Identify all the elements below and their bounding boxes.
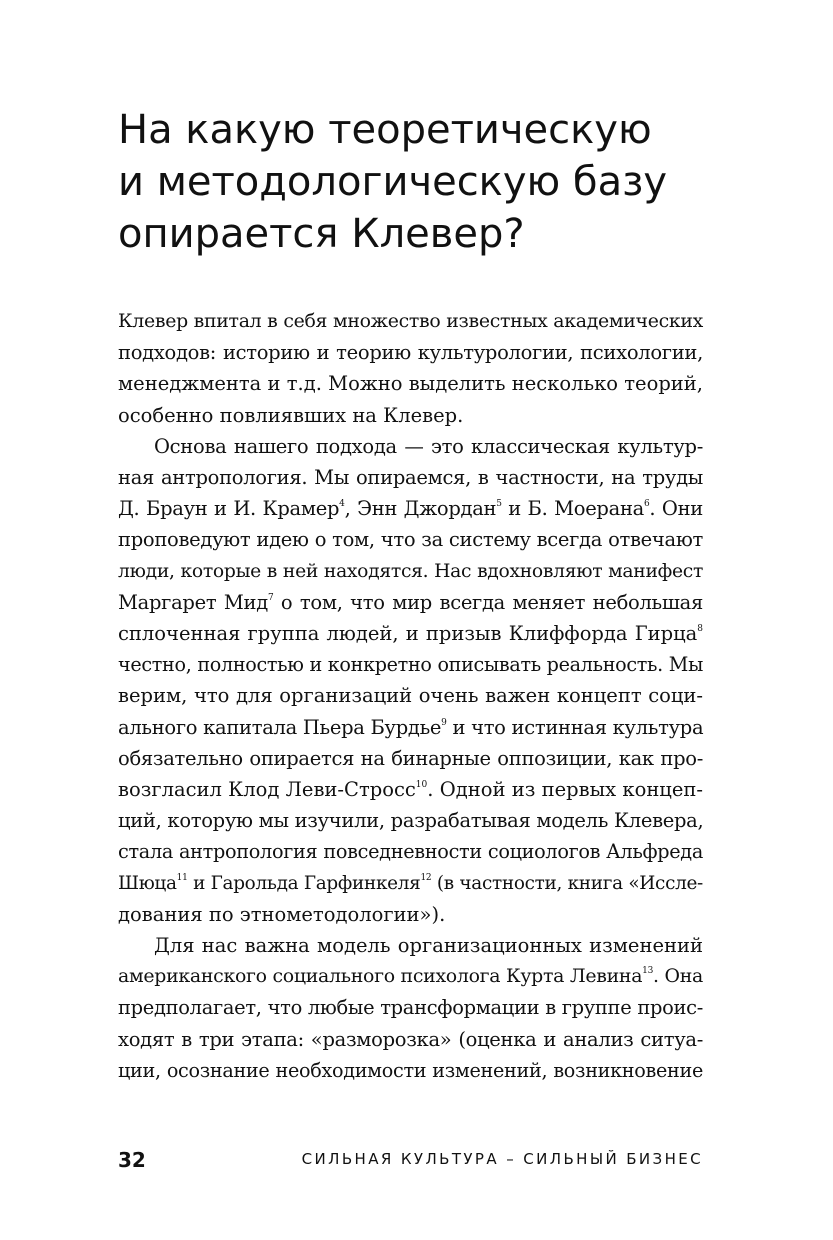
text-line: ции, осознание необходимости изменений, возникновение: [118, 1058, 703, 1082]
footnote-ref[interactable]: 10: [415, 780, 428, 791]
footnote-ref[interactable]: 7: [267, 592, 274, 603]
text-line: ходят в три этапа: «разморозка» (оценка и анализ ситуа-: [118, 1027, 703, 1051]
text-line: Для нас важна модель организационных изменений: [154, 934, 703, 958]
footnote-ref[interactable]: 4: [339, 499, 345, 510]
text-segment: , Энн Джордан: [344, 497, 497, 521]
body-text: [118, 306, 703, 1086]
footnote-ref[interactable]: 6: [643, 499, 650, 510]
text-segment: . Она: [653, 965, 703, 988]
text-line: дования по этнометодологии»).: [118, 902, 446, 926]
text-line: люди, которые в ней находятся. Нас вдохновляют манифест: [118, 560, 703, 582]
text-segment: . Они: [649, 497, 703, 521]
text-line: обязательно опирается на бинарные оппозиции, как про-: [118, 746, 703, 770]
text-line: [118, 493, 703, 524]
text-line: [118, 587, 703, 618]
text-line: [118, 868, 703, 899]
text-segment: Шюца: [118, 872, 177, 894]
text-line: Основа нашего подхода — это классическая культур-: [154, 434, 703, 458]
text-segment: о том, что мир всегда меняет небольшая: [273, 590, 704, 614]
text-segment: возгласил Клод Леви-Стросс: [118, 778, 416, 802]
text-line: [118, 618, 703, 649]
footnote-ref[interactable]: 12: [420, 872, 432, 883]
text-line: Клевер впитал в себя множество известных академических: [118, 310, 703, 332]
footnote-ref[interactable]: 9: [441, 717, 447, 728]
text-segment: и Б. Моерана: [501, 497, 644, 521]
text-line: стала антропология повседневности социологов Альфреда: [118, 840, 703, 864]
text-line: особенно повлиявших на Клевер.: [118, 403, 464, 427]
footnote-ref[interactable]: 11: [176, 872, 188, 883]
text-line: предполагает, что любые трансформации в группе проис-: [118, 996, 703, 1020]
text-line: ций, которую мы изучили, разрабатывая модель Клевера,: [118, 809, 704, 833]
text-line: проповедуют идею о том, что за систему всегда отвечают: [118, 528, 703, 552]
text-segment: ального капитала Пьера Бурдье: [118, 715, 442, 739]
text-segment: Д. Браун и И. Крамер: [118, 497, 340, 521]
text-segment: . Одной из первых концеп-: [427, 778, 703, 802]
text-segment: американского социального психолога Курта Левина: [118, 965, 643, 988]
page-footer: [118, 1148, 703, 1178]
text-line: [118, 774, 703, 805]
footnote-ref[interactable]: 13: [642, 966, 654, 977]
text-segment: Маргарет Мид: [118, 590, 268, 614]
text-segment: сплоченная группа людей, и призыв Клиффорда Гирца: [118, 622, 698, 646]
text-line: верим, что для организаций очень важен концепт соци-: [118, 684, 703, 708]
footnote-ref[interactable]: 8: [697, 624, 703, 635]
text-segment: (в частности, книга «Иссле-: [431, 872, 703, 894]
text-line: ная антропология. Мы опираемся, в частности, на труды: [118, 466, 703, 490]
running-title: СИЛЬНАЯ КУЛЬТУРА – СИЛЬНЫЙ БИЗНЕС: [301, 1150, 703, 1168]
text-line: честно, полностью и конкретно описывать реальность. Мы: [118, 653, 703, 677]
text-line: [118, 961, 703, 992]
text-line: подходов: историю и теорию культурологии, психологии,: [118, 341, 703, 365]
text-line: [118, 712, 703, 743]
footnote-ref[interactable]: 5: [496, 499, 502, 510]
text-line: менеджмента и т.д. Можно выделить несколько теорий,: [118, 372, 703, 396]
page-number: 32: [118, 1148, 146, 1172]
heading-line: На какую теоретическую: [118, 107, 652, 153]
text-segment: и что истинная культура: [446, 715, 704, 739]
heading-line: опирается Клевер?: [118, 211, 525, 257]
heading-line: и методологическую базу: [118, 159, 668, 205]
text-segment: и Гарольда Гарфинкеля: [187, 872, 421, 894]
section-heading: [118, 104, 758, 260]
